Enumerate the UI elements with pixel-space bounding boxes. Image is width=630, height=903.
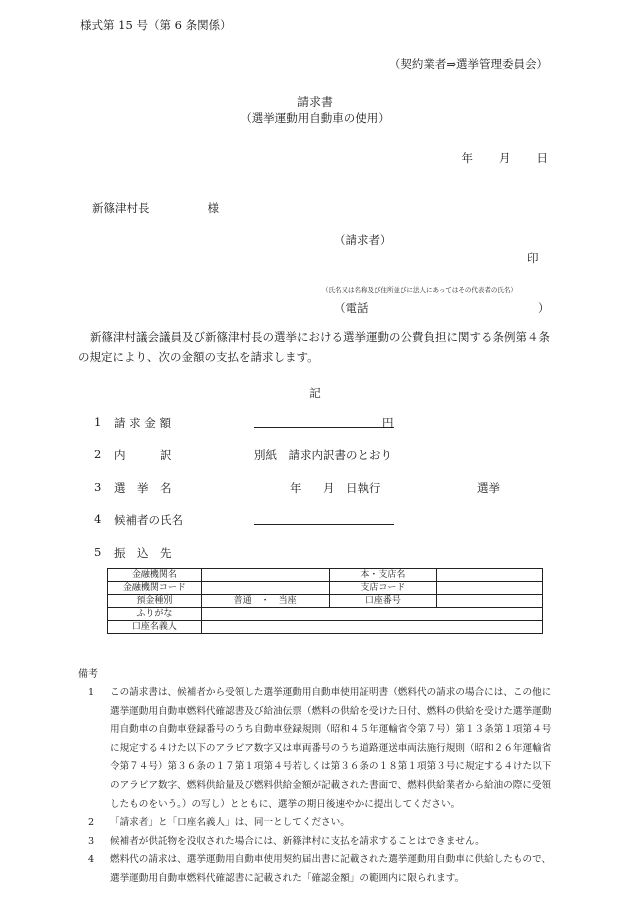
table-row bbox=[108, 621, 543, 634]
item-label-transfer: 振 込 先 bbox=[114, 546, 172, 560]
furigana-field bbox=[201, 608, 542, 621]
election-year: 年 bbox=[290, 481, 302, 495]
remark-number: 1 bbox=[88, 687, 95, 698]
remark-text: 候補者が供託物を没収された場合には、新篠津村に支払を請求することはできません。 bbox=[110, 835, 485, 847]
item-label-amount: 請 求 金 額 bbox=[114, 416, 171, 430]
branch-name-label: 本・支店名 bbox=[329, 569, 437, 582]
addressee bbox=[92, 200, 219, 216]
addressee-honorific: 様 bbox=[207, 201, 219, 215]
election-day: 日執行 bbox=[346, 481, 381, 495]
date-year: 年 bbox=[461, 151, 473, 165]
branch-code-label: 支店コード bbox=[329, 582, 437, 595]
remark-item bbox=[88, 833, 558, 852]
remark-number: 3 bbox=[88, 835, 95, 847]
seal-mark: 印 bbox=[527, 251, 539, 265]
remark-text: 燃料代の請求は、選挙運動用自動車使用契約届出書に記載された選挙運動用自動車に供給したもので、選挙運動用自動車燃料代確認書に記載された「確認金額」の範囲内に限られます。 bbox=[110, 854, 552, 884]
item-label-breakdown: 内 訳 bbox=[114, 448, 172, 462]
bank-name-label: 金融機関名 bbox=[108, 569, 202, 582]
table-row bbox=[108, 569, 543, 582]
item-number-2: 2 bbox=[94, 447, 102, 461]
item-number-4: 4 bbox=[94, 512, 102, 526]
request-body-text: 新篠津村議会議員及び新篠津村長の選挙における選挙運動の公費負担に関する条例第４条の規定により、次の金額の支払を請求します。 bbox=[78, 330, 550, 364]
bank-code-field bbox=[201, 582, 329, 595]
remark-item bbox=[88, 814, 558, 833]
date-day: 日 bbox=[536, 151, 548, 165]
bank-code-label: 金融機関コード bbox=[108, 582, 202, 595]
claimant-name-note: （氏名又は名称及び住所並びに法人にあってはその代表者の氏名） bbox=[322, 286, 517, 294]
account-number-label: 口座番号 bbox=[329, 595, 437, 608]
item-number-1: 1 bbox=[94, 415, 102, 429]
amount-unit: 円 bbox=[382, 416, 394, 430]
document-title: 請求書 bbox=[296, 95, 333, 109]
bank-account-table bbox=[107, 568, 543, 634]
remark-text: 「請求者」と「口座名義人」は、同一としてください。 bbox=[110, 817, 350, 829]
branch-code-field bbox=[437, 582, 543, 595]
addressee-name: 新篠津村長 bbox=[92, 201, 150, 215]
bank-name-field bbox=[201, 569, 329, 582]
claimant-label: （請求者） bbox=[334, 233, 392, 247]
remarks-heading: 備考 bbox=[78, 669, 98, 680]
date-line bbox=[462, 150, 549, 166]
table-row bbox=[108, 595, 543, 608]
account-holder-field bbox=[201, 621, 542, 634]
item-number-5: 5 bbox=[94, 545, 102, 559]
item-label-candidate: 候補者の氏名 bbox=[114, 513, 183, 527]
phone-close: ） bbox=[538, 301, 550, 315]
item-number-3: 3 bbox=[94, 480, 102, 494]
branch-name-field bbox=[437, 569, 543, 582]
breakdown-value: 別紙 請求内訳書のとおり bbox=[254, 448, 392, 462]
table-row bbox=[108, 608, 543, 621]
remark-item bbox=[88, 684, 558, 814]
date-month: 月 bbox=[499, 151, 511, 165]
furigana-label: ふりがな bbox=[108, 608, 202, 621]
account-number-field bbox=[437, 595, 543, 608]
deposit-type-label: 預金種別 bbox=[108, 595, 202, 608]
item-label-election: 選 挙 名 bbox=[114, 481, 172, 495]
remark-number: 2 bbox=[88, 817, 95, 829]
remark-text: この請求書は、候補者から受領した選挙運動用自動車使用証明書（燃料代の請求の場合には、この他に選挙運動用自動車燃料代確認書及び給油伝票（燃料の供給を受けた日付、燃料の供給を受けた選挙運動用自動車の自動車登録番号のうち自動車登録規則（昭和４５年運輸省令第７号）第１３条第１項第４号に規定する４けた以下のアラビア数字又は車両番号のうち道路運送車両法施行規則（昭和２６年運輸省令第７４号）第３６条の１７第１項第４号若しくは第３６条の１８第１項第３号に規定する４けた以下のアラビア数字、燃料供給量及び燃料供給金額が記載された書面で、燃料供給業者から給油の際に受領したものをいう。）の写し）とともに、選挙の期日後速やかに提出してください。 bbox=[110, 687, 552, 810]
election-month: 月 bbox=[323, 481, 335, 495]
ki-heading: 記 bbox=[309, 386, 321, 400]
election-suffix: 選挙 bbox=[477, 481, 500, 495]
route-note: （契約業者⇒選挙管理委員会） bbox=[388, 57, 548, 71]
phone-label: （電話 bbox=[334, 301, 369, 315]
amount-line bbox=[254, 415, 394, 428]
table-row bbox=[108, 582, 543, 595]
form-number: 様式第 15 号（第 6 条関係） bbox=[80, 18, 232, 32]
remark-item bbox=[88, 851, 558, 888]
account-holder-label: 口座名義人 bbox=[108, 621, 202, 634]
remarks-list bbox=[88, 684, 558, 889]
candidate-name-line bbox=[254, 512, 394, 525]
deposit-type-options: 普通 ・ 当座 bbox=[201, 595, 329, 608]
document-subtitle: （選挙運動用自動車の使用） bbox=[240, 111, 390, 125]
remark-number: 4 bbox=[88, 854, 95, 866]
